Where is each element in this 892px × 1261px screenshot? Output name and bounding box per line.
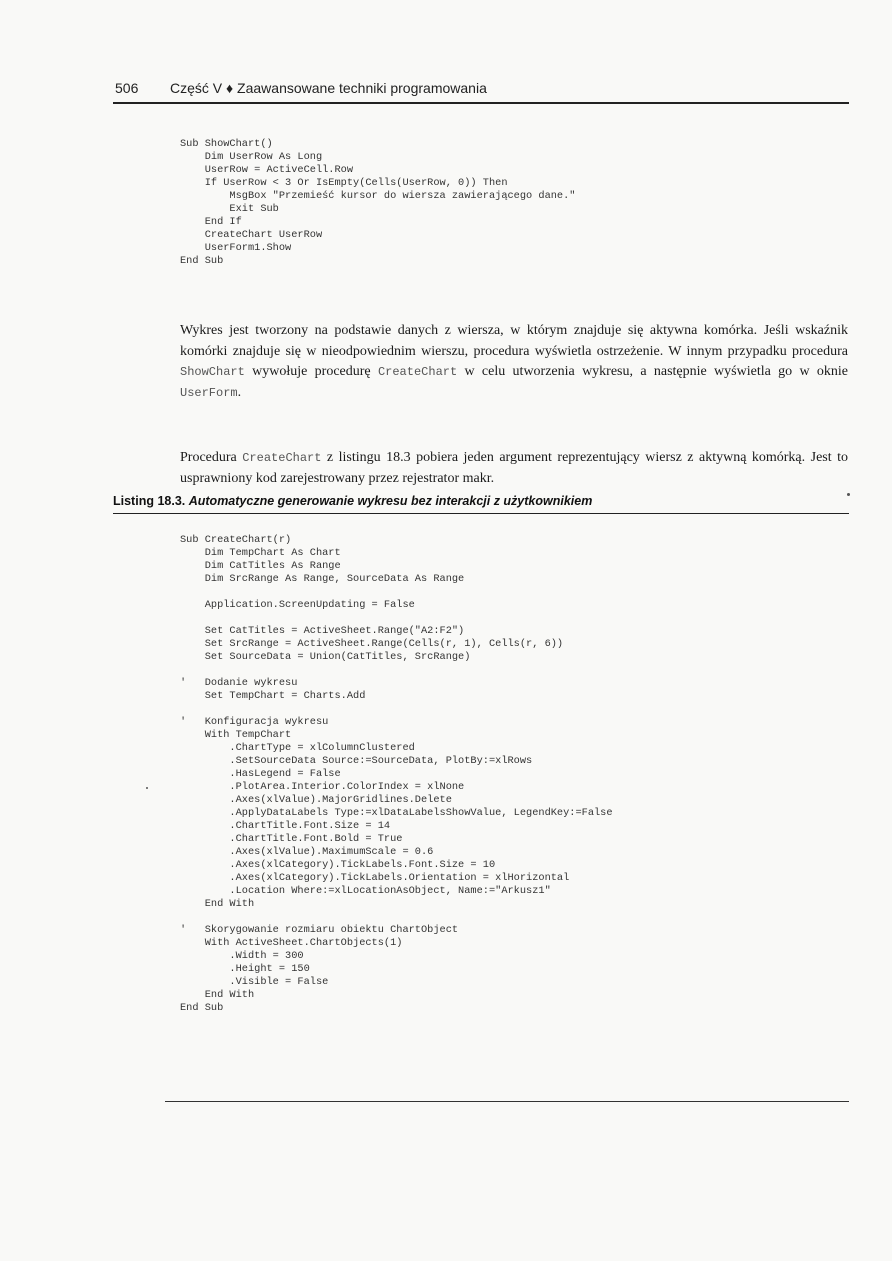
code-line: ' Skorygowanie rozmiaru obiektu ChartObject — [180, 924, 459, 936]
code-line: ' Dodanie wykresu — [180, 677, 298, 689]
code-line: With ActiveSheet.ChartObjects(1) — [180, 937, 403, 949]
code-line: Sub ShowChart() — [180, 138, 273, 150]
inline-code: UserForm — [180, 385, 238, 400]
code-line: End Sub — [180, 1002, 224, 1014]
header-rule — [113, 102, 849, 104]
code-line: .Axes(xlCategory).TickLabels.Font.Size = 10 — [180, 859, 496, 871]
code-line: End With — [180, 989, 255, 1001]
code-line: End With — [180, 898, 255, 910]
code-block-show-chart — [180, 138, 575, 268]
scan-speck — [847, 493, 850, 496]
listing-caption-rule — [113, 513, 849, 514]
inline-code: CreateChart — [377, 365, 458, 379]
code-line: .Height = 150 — [180, 963, 310, 975]
code-line: Dim CatTitles As Range — [180, 560, 341, 572]
paragraph-text: . — [237, 384, 242, 400]
code-line: Set CatTitles = ActiveSheet.Range("A2:F2") — [180, 625, 465, 637]
listing-title: Automatyczne generowanie wykresu bez interakcji z użytkownikiem — [188, 494, 593, 508]
code-line: CreateChart UserRow — [180, 229, 323, 241]
paragraph-text: Wykres jest tworzony na podstawie danych z wiersza, w którym znajduje się aktywna komórka. Jeśli wskaźnik komórki znajduje się w nieodpowiednim wierszu, procedura wyświetla ostrzeżenie. W innym przypadku procedura — [180, 323, 848, 359]
footer-rule — [165, 1101, 849, 1102]
paragraph-text: w celu utworzenia wykresu, a następnie wyświetla go w oknie — [457, 364, 848, 379]
code-line: Exit Sub — [180, 203, 279, 215]
code-line: UserForm1.Show — [180, 242, 292, 254]
listing-label: Listing 18.3. — [113, 494, 186, 508]
inline-code: CreateChart — [242, 451, 322, 465]
code-line: .Axes(xlValue).MaximumScale = 0.6 — [180, 846, 434, 858]
code-line: Application.ScreenUpdating = False — [180, 599, 415, 611]
listing-caption — [113, 494, 592, 508]
body-paragraph-2 — [180, 448, 848, 489]
body-paragraph-1 — [180, 321, 848, 403]
paragraph-text: z listingu 18.3 pobiera jeden argument reprezentujący wiersz z aktywną komórką. Jest to usprawniony kod zarejestrowany przez rejestrator makr. — [180, 450, 848, 486]
code-line: Set SourceData = Union(CatTitles, SrcRange) — [180, 651, 471, 663]
code-line: .Location Where:=xlLocationAsObject, Name:="Arkusz1" — [180, 885, 551, 897]
code-line: .Axes(xlCategory).TickLabels.Orientation = xlHorizontal — [180, 872, 570, 884]
code-line: .ChartTitle.Font.Bold = True — [180, 833, 403, 845]
code-line: If UserRow < 3 Or IsEmpty(Cells(UserRow, 0)) Then — [180, 177, 508, 189]
running-header-title: Część V ♦ Zaawansowane techniki programowania — [170, 80, 487, 96]
code-line: .PlotArea.Interior.ColorIndex = xlNone — [180, 781, 465, 793]
code-line: Dim TempChart As Chart — [180, 547, 341, 559]
paragraph-text: Procedura — [180, 450, 243, 465]
code-line: .HasLegend = False — [180, 768, 341, 780]
code-line: End If — [180, 216, 242, 228]
code-line: .Width = 300 — [180, 950, 304, 962]
code-line: MsgBox "Przemieść kursor do wiersza zawierającego dane." — [180, 190, 576, 202]
code-line: UserRow = ActiveCell.Row — [180, 164, 354, 176]
code-line: End Sub — [180, 255, 224, 267]
code-line: .ChartTitle.Font.Size = 14 — [180, 820, 391, 832]
code-line: Dim SrcRange As Range, SourceData As Range — [180, 573, 465, 585]
inline-code: ShowChart — [180, 365, 245, 379]
paragraph-text: wywołuje procedurę — [244, 364, 378, 379]
code-line: ' Konfiguracja wykresu — [180, 716, 329, 728]
code-line: Set SrcRange = ActiveSheet.Range(Cells(r, 1), Cells(r, 6)) — [180, 638, 564, 650]
code-line: Set TempChart = Charts.Add — [180, 690, 366, 702]
code-line: .SetSourceData Source:=SourceData, PlotBy:=xlRows — [180, 755, 533, 767]
code-line: .ApplyDataLabels Type:=xlDataLabelsShowValue, LegendKey:=False — [180, 807, 613, 819]
page-number: 506 — [115, 80, 139, 96]
code-line: With TempChart — [180, 729, 292, 741]
scan-speck — [146, 787, 148, 789]
code-line: .Visible = False — [180, 976, 329, 988]
code-line: .Axes(xlValue).MajorGridlines.Delete — [180, 794, 452, 806]
code-line: Dim UserRow As Long — [180, 151, 323, 163]
code-block-create-chart — [180, 534, 613, 1015]
code-line: .ChartType = xlColumnClustered — [180, 742, 415, 754]
code-line: Sub CreateChart(r) — [180, 534, 292, 546]
